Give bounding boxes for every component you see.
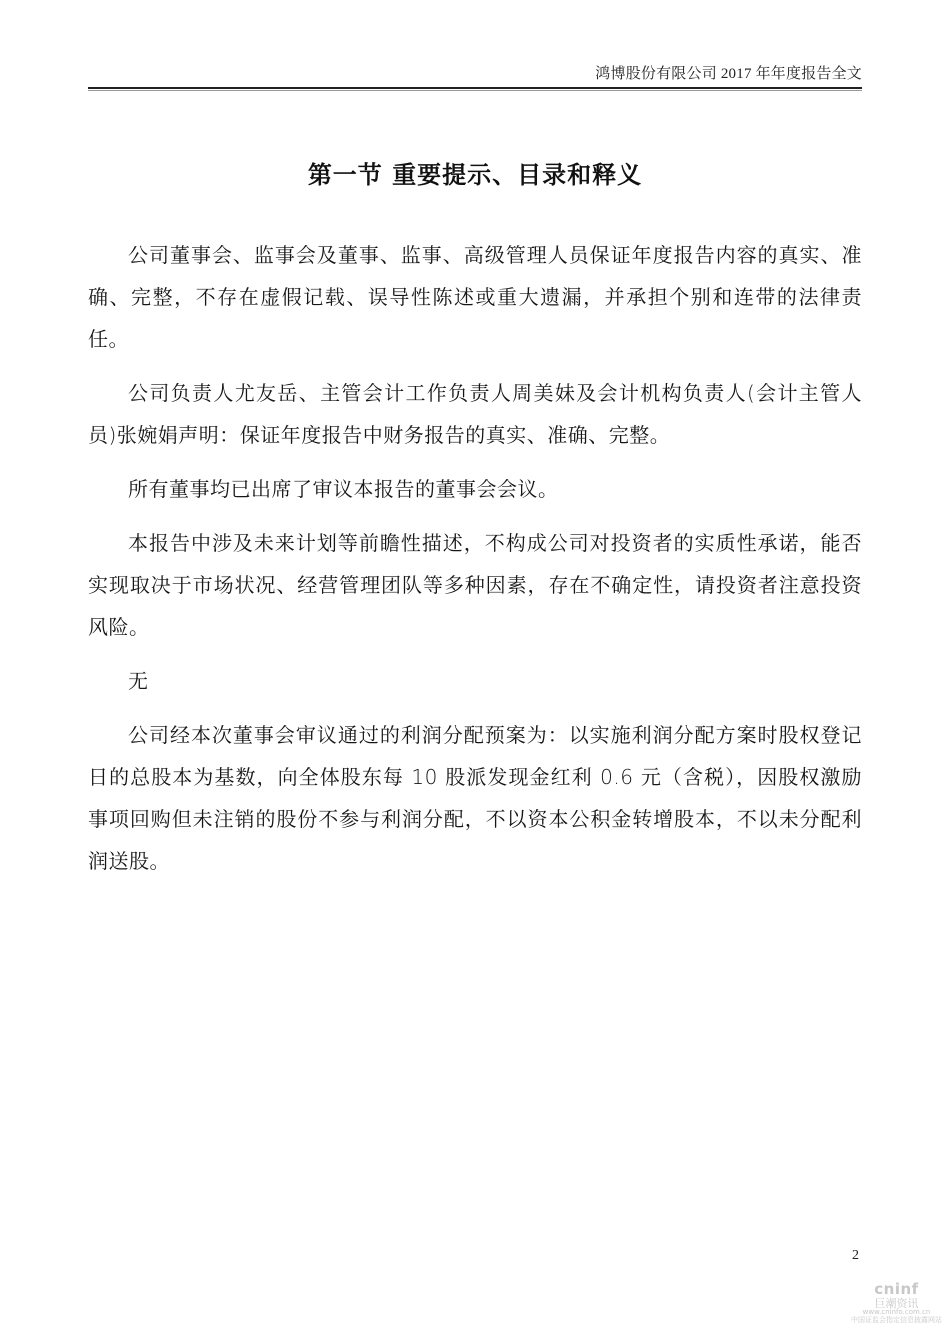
paragraph-board-attendance: 所有董事均已出席了审议本报告的董事会会议。 — [128, 477, 559, 501]
document-body — [88, 234, 862, 894]
paragraph-none: 无 — [128, 669, 149, 693]
header-rule — [88, 87, 862, 89]
paragraph-forward-looking: 本报告中涉及未来计划等前瞻性描述，不构成公司对投资者的实质性承诺，能否实现取决于市场状况、经营管理团队等多种因素，存在不确定性，请投资者注意投资风险。 — [88, 531, 862, 639]
section-title: 第一节 重要提示、目录和释义 — [307, 161, 643, 189]
cninfo-logo-icon: cninf — [874, 1280, 919, 1298]
watermark-url: www.cninfo.com.cn — [862, 1308, 931, 1317]
watermark-name: 巨潮资讯 — [874, 1296, 919, 1310]
paragraph-profit-distribution: 公司经本次董事会审议通过的利润分配预案为：以实施利润分配方案时股权登记日的总股本为基数，向全体股东每 10 股派发现金红利 0.6 元（含税），因股权激励事项回购但未注销的股份不参与利润分配，不以资本公积金转增股本，不以未分配利润送股。 — [88, 723, 862, 873]
header-rule-secondary — [88, 90, 862, 91]
watermark-subtitle: 中国证监会指定信息披露网站 — [851, 1315, 942, 1324]
cninfo-watermark — [851, 1282, 942, 1324]
page-number: 2 — [852, 1248, 859, 1263]
paragraph-financial-declaration: 公司负责人尤友岳、主管会计工作负责人周美妹及会计机构负责人(会计主管人员)张婉娟声明：保证年度报告中财务报告的真实、准确、完整。 — [88, 381, 862, 447]
paragraph-responsibility: 公司董事会、监事会及董事、监事、高级管理人员保证年度报告内容的真实、准确、完整，不存在虚假记载、误导性陈述或重大遗漏，并承担个别和连带的法律责任。 — [88, 243, 862, 351]
running-header: 鸿博股份有限公司 2017 年年度报告全文 — [595, 66, 862, 82]
